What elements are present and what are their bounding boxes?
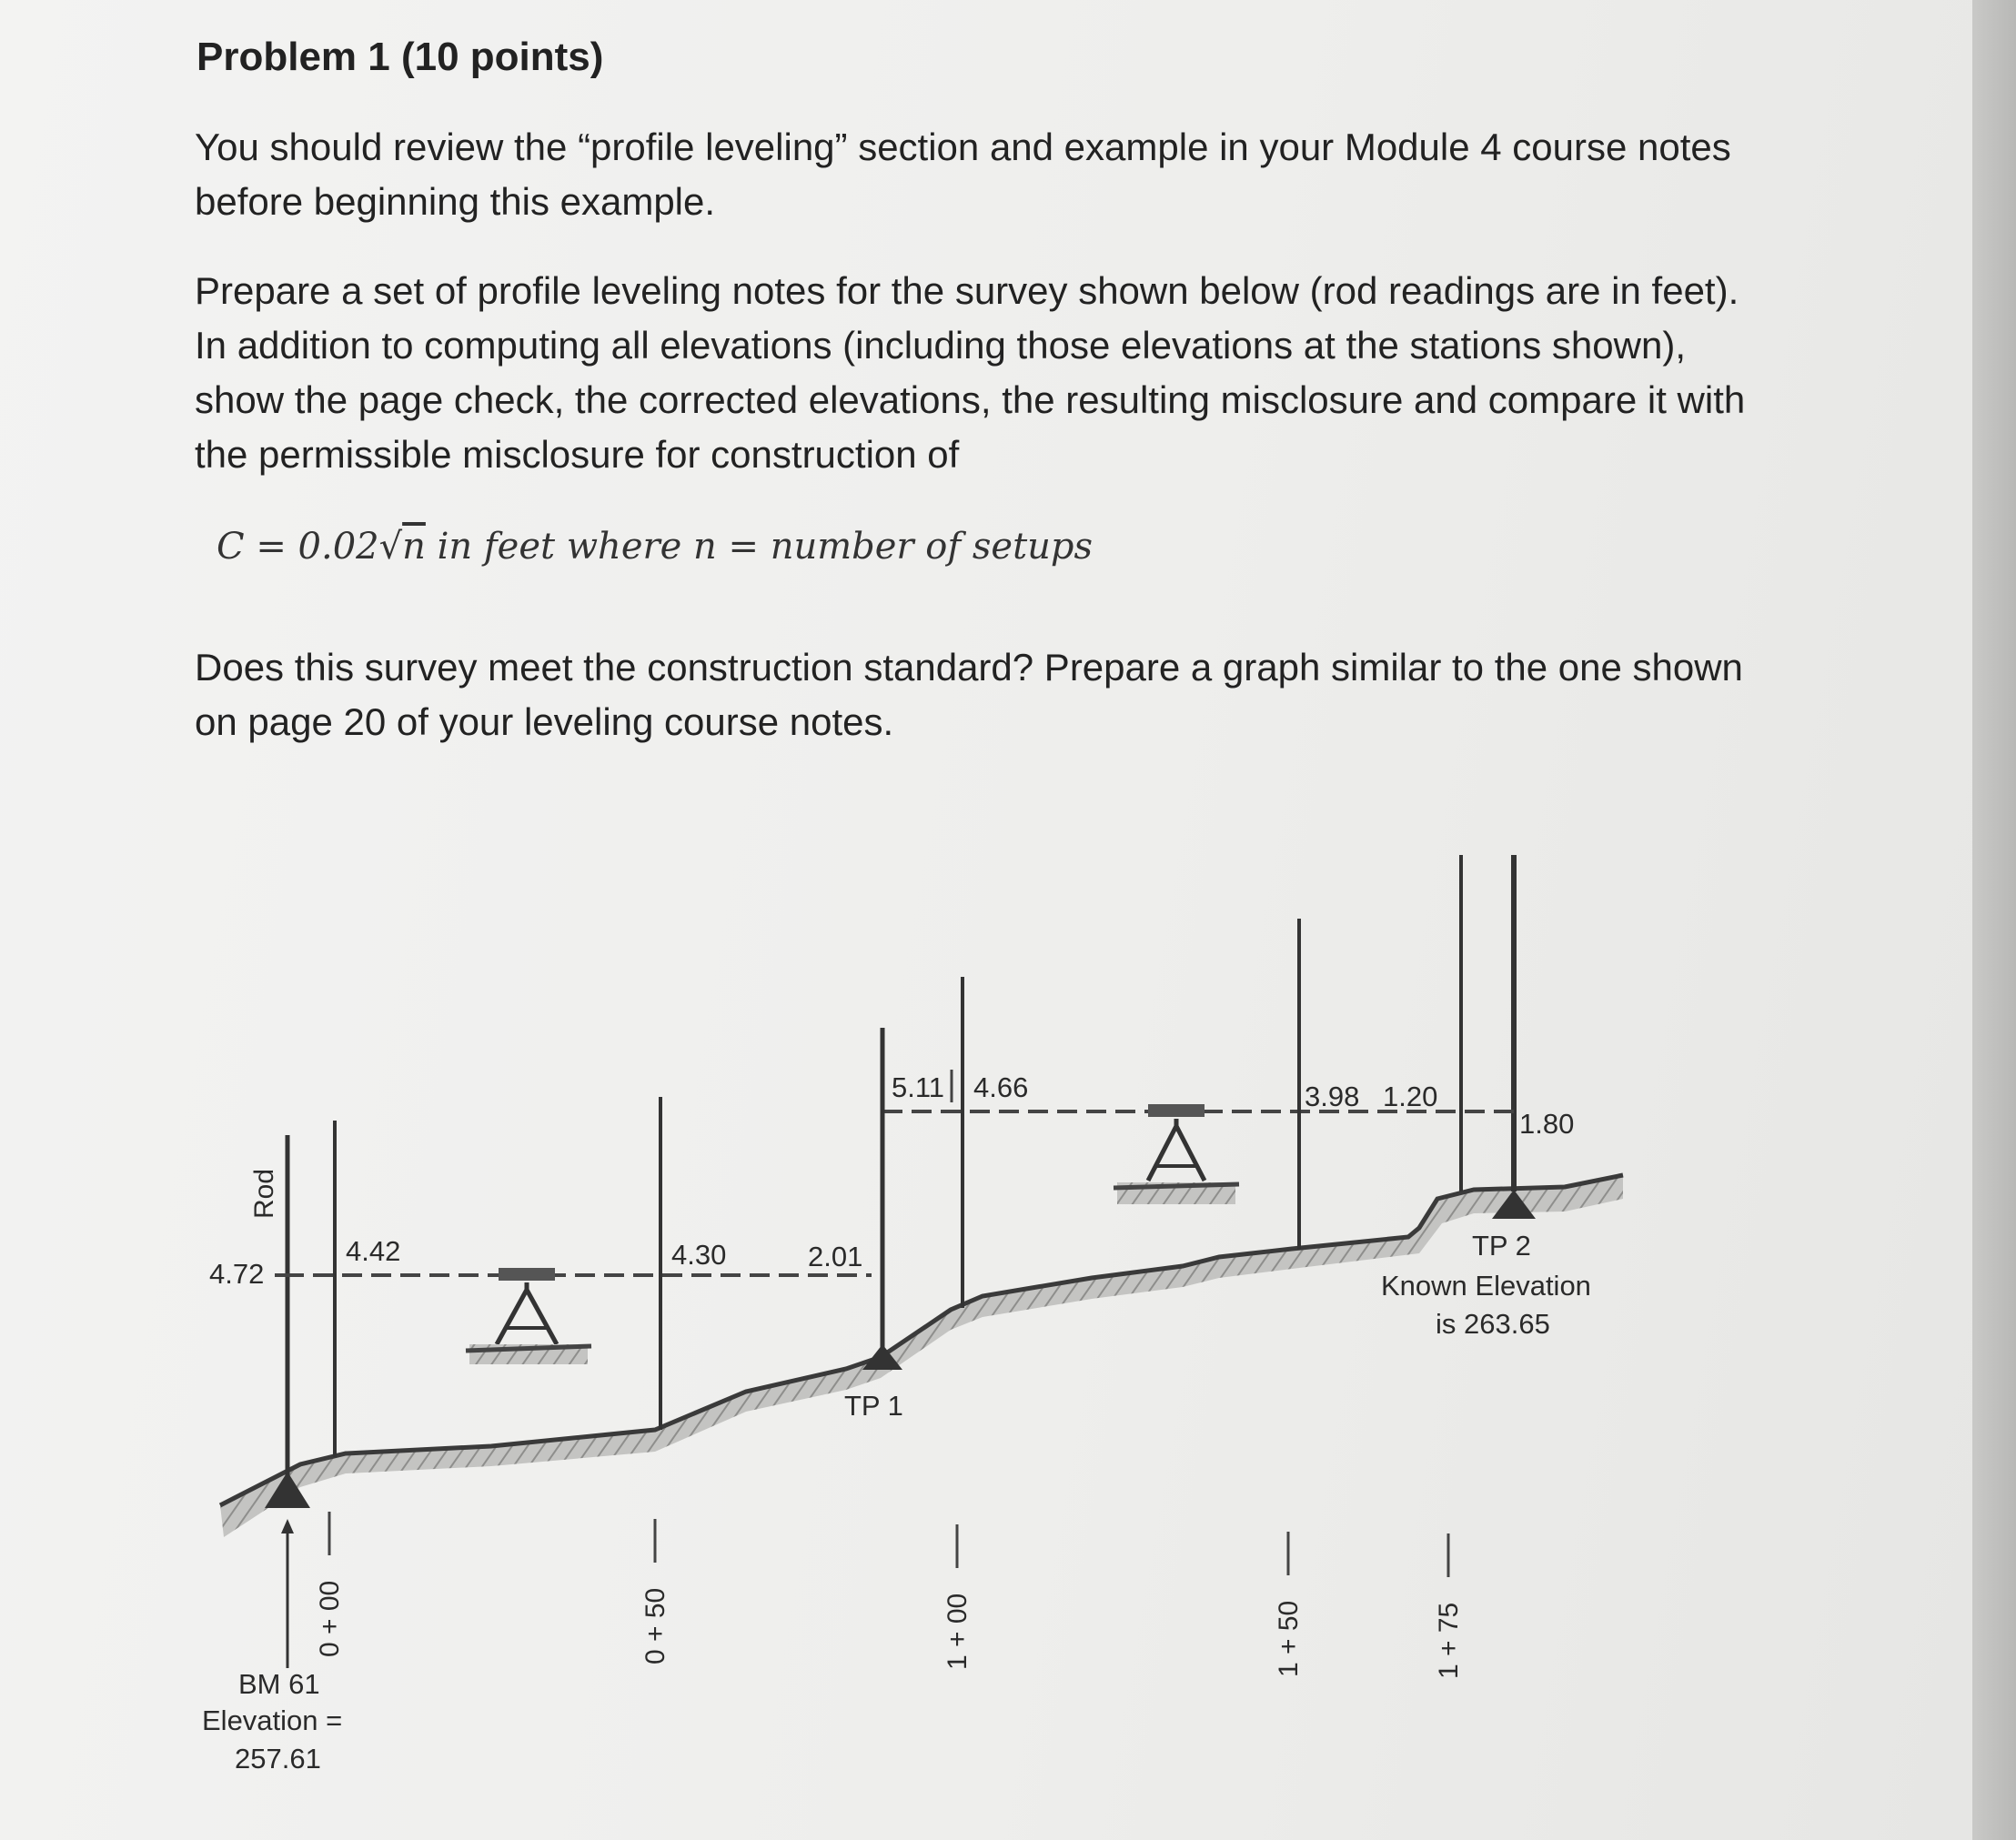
bm61-elevation-value: 257.61 bbox=[235, 1743, 321, 1775]
station-text-1-75: 1 + 75 bbox=[1434, 1602, 1464, 1679]
instructions-paragraph: Prepare a set of profile leveling notes for the survey shown below (rod readings are in feet). In addition to computing all elevations (including those elevations at the stations shown), show the page check, the corrected elevations, the resulting misclosure and compare it with the permissible misclosure for construction of bbox=[195, 269, 1746, 476]
formula-suffix: in feet where n = number of setups bbox=[425, 526, 1094, 568]
reading-sta-0-00: 4.42 bbox=[346, 1235, 401, 1267]
formula-radicand: n bbox=[402, 526, 426, 568]
level-instrument-2 bbox=[1114, 1104, 1239, 1204]
radical-sign: √ bbox=[378, 526, 403, 568]
level-instrument-1 bbox=[466, 1268, 591, 1364]
tp1-name: TP 1 bbox=[844, 1390, 903, 1422]
bm61-pointer-arrow bbox=[281, 1519, 294, 1533]
ground-band bbox=[220, 1175, 1623, 1537]
reading-bm-backsight: 4.72 bbox=[209, 1258, 265, 1290]
reading-sta-1-00: 4.66 bbox=[973, 1071, 1029, 1103]
station-text-1-00: 1 + 00 bbox=[942, 1593, 973, 1670]
bm61-name: BM 61 bbox=[238, 1668, 320, 1700]
station-label-1-50 bbox=[1274, 1532, 1304, 1677]
reading-tp1-backsight: 5.11 bbox=[892, 1071, 945, 1103]
problem-title: Problem 1 (10 points) bbox=[197, 35, 604, 79]
rod-axis-label: Rod bbox=[249, 1168, 279, 1219]
station-label-0-00 bbox=[315, 1512, 345, 1657]
station-label-1-75 bbox=[1434, 1533, 1464, 1679]
station-text-1-50: 1 + 50 bbox=[1274, 1600, 1304, 1677]
tp2-name: TP 2 bbox=[1472, 1230, 1531, 1262]
reading-sta-0-50: 4.30 bbox=[671, 1239, 727, 1271]
intro-paragraph: You should review the “profile leveling” section and example in your Module 4 course notes before beginning this example. bbox=[195, 126, 1731, 223]
station-text-0-50: 0 + 50 bbox=[640, 1587, 670, 1664]
reading-sta-1-50: 3.98 bbox=[1305, 1081, 1360, 1112]
question-paragraph: Does this survey meet the construction standard? Prepare a graph similar to the one shown on page 20 of your leveling course notes. bbox=[195, 646, 1743, 743]
station-text-0-00: 0 + 00 bbox=[315, 1580, 345, 1657]
tp2-known-label: Known Elevation bbox=[1381, 1270, 1591, 1302]
tp2-known-value: is 263.65 bbox=[1436, 1308, 1550, 1340]
formula-prefix: C = 0.02 bbox=[217, 526, 379, 568]
reading-tp1-foresight: 2.01 bbox=[808, 1241, 863, 1272]
bm61-elevation-label: Elevation = bbox=[202, 1704, 343, 1736]
reading-sta-1-75: 1.20 bbox=[1383, 1081, 1438, 1112]
reading-tp2-foresight: 1.80 bbox=[1519, 1108, 1575, 1140]
station-label-1-00 bbox=[942, 1524, 973, 1670]
station-label-0-50 bbox=[640, 1519, 670, 1664]
